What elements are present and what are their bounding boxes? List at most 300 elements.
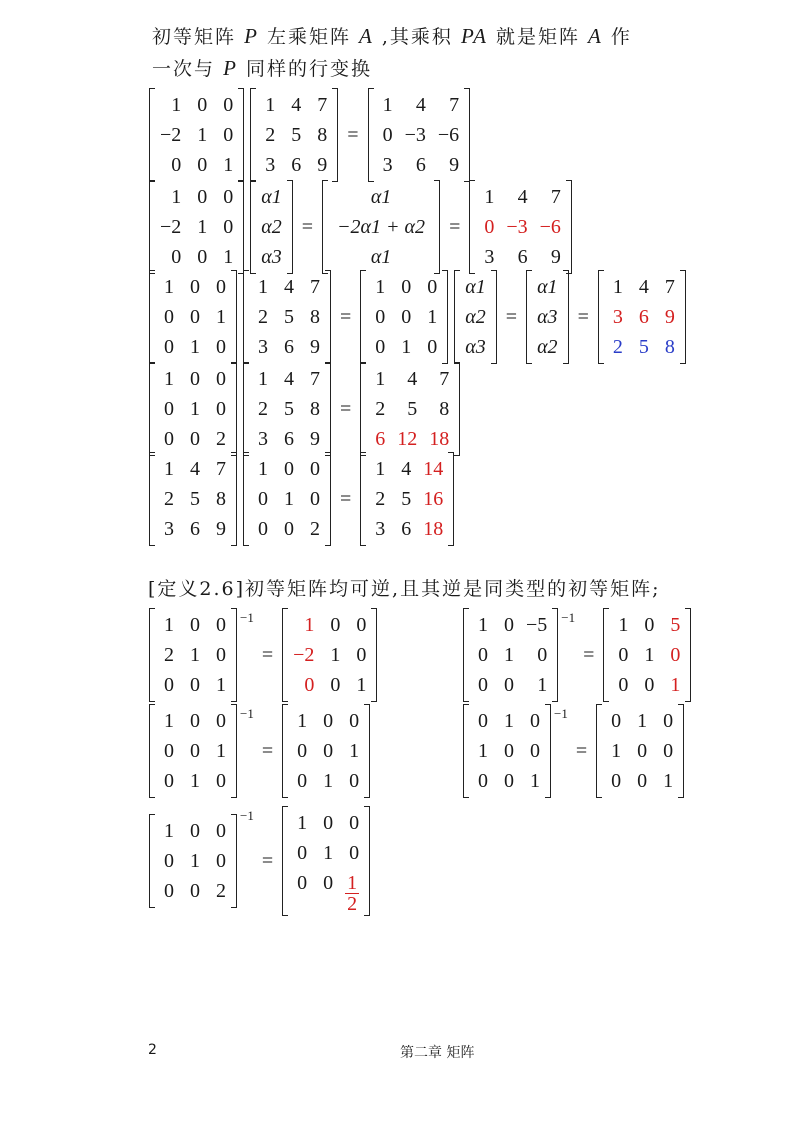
matrix-cell: 5 bbox=[291, 124, 302, 146]
matrix bbox=[469, 180, 572, 274]
matrix-cell: 1 bbox=[484, 186, 495, 208]
equals-sign: = bbox=[340, 305, 352, 328]
matrix-cell: 1 bbox=[537, 674, 548, 696]
matrix-cell: 4 bbox=[291, 94, 302, 116]
matrix-cell: 8 bbox=[439, 398, 450, 420]
matrix-cell: 1 bbox=[323, 842, 334, 864]
equation-row-3 bbox=[148, 270, 687, 364]
matrix-cell: 1 bbox=[258, 458, 268, 480]
matrix-cell: 1 bbox=[197, 124, 208, 146]
matrix-cell: 1 bbox=[356, 674, 367, 696]
equals-sign: = bbox=[575, 739, 588, 762]
matrix-cell: α1 bbox=[370, 246, 392, 268]
definition-line bbox=[148, 574, 661, 601]
matrix bbox=[149, 608, 237, 702]
matrix-cell: 6 bbox=[190, 518, 200, 540]
inverse-row-2b bbox=[462, 704, 685, 798]
matrix-cell: 1 bbox=[258, 276, 268, 298]
matrix-cell: 6 bbox=[375, 428, 386, 450]
matrix-cell: 6 bbox=[284, 336, 294, 358]
matrix-cell: 0 bbox=[330, 614, 341, 636]
matrix-cell: 0 bbox=[504, 770, 514, 792]
intro-text: 作 bbox=[610, 26, 632, 48]
matrix-cell: 1 bbox=[330, 644, 341, 666]
matrix-cell: 0 bbox=[375, 336, 386, 358]
matrix-cell: 0 bbox=[530, 740, 540, 762]
matrix-cell: 8 bbox=[664, 336, 675, 358]
matrix-cell: 6 bbox=[517, 246, 528, 268]
matrix-cell: α1 bbox=[537, 276, 558, 298]
matrix-cell: 2 bbox=[375, 488, 386, 510]
matrix-cell: 9 bbox=[216, 518, 226, 540]
matrix-cell: 4 bbox=[638, 276, 649, 298]
matrix-cell: 1 bbox=[223, 154, 234, 176]
matrix-cell: 0 bbox=[164, 770, 174, 792]
matrix-cell: 9 bbox=[310, 336, 320, 358]
matrix-cell: 3 bbox=[382, 154, 393, 176]
matrix-cell: 1 bbox=[223, 246, 234, 268]
matrix-cell: 0 bbox=[164, 428, 174, 450]
equals-sign: = bbox=[577, 305, 589, 328]
matrix-cell: 1 bbox=[478, 614, 488, 636]
matrix-cell: 0 bbox=[223, 186, 234, 208]
matrix-cell: 0 bbox=[349, 710, 360, 732]
matrix-cell: 1 bbox=[297, 710, 308, 732]
matrix-cell: −2α1 + α2 bbox=[337, 216, 426, 238]
matrix-cell: 0 bbox=[323, 740, 334, 762]
matrix-cell: 4 bbox=[517, 186, 528, 208]
matrix-cell: 2 bbox=[375, 398, 386, 420]
equals-sign: = bbox=[347, 123, 359, 146]
matrix bbox=[603, 608, 691, 702]
matrix-cell: 1 bbox=[304, 614, 315, 636]
matrix-cell: 0 bbox=[216, 850, 226, 872]
matrix-cell: 5 bbox=[401, 488, 412, 510]
matrix-cell: 0 bbox=[644, 614, 655, 636]
matrix-cell: 0 bbox=[190, 368, 200, 390]
matrix bbox=[149, 88, 244, 182]
equation-row-5 bbox=[148, 452, 455, 546]
matrix-cell: 0 bbox=[356, 614, 367, 636]
matrix-cell: 0 bbox=[382, 124, 393, 146]
symbol-a: A bbox=[588, 24, 603, 48]
matrix bbox=[463, 704, 551, 798]
fraction-numerator: 1 bbox=[347, 872, 358, 894]
matrix bbox=[598, 270, 686, 364]
matrix-cell: 0 bbox=[375, 306, 386, 328]
symbol-a: A bbox=[359, 24, 374, 48]
inverse-superscript: −1 bbox=[561, 610, 576, 625]
matrix-cell: 0 bbox=[349, 812, 360, 834]
matrix-cell: 0 bbox=[164, 850, 174, 872]
matrix-cell: 0 bbox=[216, 276, 226, 298]
matrix-cell: 1 bbox=[197, 216, 208, 238]
matrix-cell: 1 bbox=[216, 674, 226, 696]
matrix-cell: 3 bbox=[265, 154, 276, 176]
matrix-cell: α3 bbox=[465, 336, 486, 358]
matrix-cell: 0 bbox=[401, 306, 412, 328]
matrix-cell: 5 bbox=[638, 336, 649, 358]
matrix-cell: 1 bbox=[284, 488, 294, 510]
matrix bbox=[322, 180, 440, 274]
matrix-cell: 0 bbox=[484, 216, 495, 238]
matrix-cell: 0 bbox=[637, 770, 648, 792]
equals-sign: = bbox=[340, 397, 352, 420]
matrix-cell: 1 bbox=[164, 276, 174, 298]
matrix-cell: 1 bbox=[164, 458, 174, 480]
matrix-cell: 5 bbox=[190, 488, 200, 510]
matrix-cell: 0 bbox=[258, 488, 268, 510]
matrix-cell: 7 bbox=[216, 458, 226, 480]
matrix-cell: 5 bbox=[284, 398, 294, 420]
definition-tag: [定义2.6] bbox=[148, 578, 246, 600]
matrix-cell: 0 bbox=[478, 770, 488, 792]
matrix-cell: 0 bbox=[310, 458, 320, 480]
matrix-cell: 0 bbox=[223, 124, 234, 146]
inverse-superscript: −1 bbox=[240, 610, 254, 625]
matrix-cell: 1 bbox=[375, 458, 386, 480]
matrix bbox=[243, 452, 331, 546]
inverse-row-3 bbox=[148, 806, 371, 916]
matrix-cell: 0 bbox=[663, 710, 674, 732]
matrix bbox=[282, 704, 370, 798]
matrix-cell: 0 bbox=[297, 770, 308, 792]
matrix-cell: 0 bbox=[190, 740, 200, 762]
matrix-cell: 12 bbox=[397, 428, 418, 450]
matrix-cell: 7 bbox=[550, 186, 561, 208]
matrix-cell: 0 bbox=[190, 710, 200, 732]
matrix-cell: 0 bbox=[611, 770, 622, 792]
matrix bbox=[149, 270, 237, 364]
inverse-row-1 bbox=[148, 608, 378, 702]
inverse-superscript: −1 bbox=[554, 706, 568, 721]
matrix-cell: 2 bbox=[258, 398, 268, 420]
matrix-cell: 18 bbox=[429, 428, 450, 450]
matrix bbox=[243, 270, 331, 364]
matrix-cell: 0 bbox=[310, 488, 320, 510]
matrix-cell: 0 bbox=[323, 812, 334, 834]
matrix-cell: 0 bbox=[197, 94, 208, 116]
matrix bbox=[282, 608, 377, 702]
matrix-cell: 6 bbox=[291, 154, 302, 176]
matrix-cell: 9 bbox=[664, 306, 675, 328]
matrix-cell: 0 bbox=[297, 842, 308, 864]
matrix-cell: 0 bbox=[190, 276, 200, 298]
intro-line-2 bbox=[152, 54, 372, 81]
matrix-cell: 1 bbox=[618, 614, 629, 636]
equals-sign: = bbox=[449, 215, 461, 238]
matrix-cell: α3 bbox=[537, 306, 558, 328]
equals-sign: = bbox=[340, 487, 352, 510]
matrix-cell: 0 bbox=[304, 674, 315, 696]
matrix-cell: 1 bbox=[190, 850, 200, 872]
matrix-cell: 0 bbox=[349, 842, 360, 864]
matrix-cell: 4 bbox=[401, 458, 412, 480]
matrix-cell: 1 bbox=[190, 398, 200, 420]
matrix-cell: 0 bbox=[644, 674, 655, 696]
matrix-cell: α1 bbox=[370, 186, 392, 208]
matrix bbox=[454, 270, 497, 364]
matrix-cell: 0 bbox=[197, 246, 208, 268]
matrix-cell: 6 bbox=[415, 154, 426, 176]
matrix-cell: −3 bbox=[404, 124, 426, 146]
matrix-cell: 0 bbox=[223, 94, 234, 116]
matrix-cell: 0 bbox=[190, 428, 200, 450]
matrix bbox=[463, 608, 558, 702]
matrix-cell: 1 bbox=[171, 94, 182, 116]
matrix-cell: 0 bbox=[427, 276, 438, 298]
definition-text: 初等矩阵均可逆,且其逆是同类型的初等矩阵; bbox=[245, 578, 661, 600]
matrix-cell: 1 bbox=[323, 770, 334, 792]
matrix bbox=[149, 704, 237, 798]
matrix-cell: 0 bbox=[190, 306, 200, 328]
matrix-cell: 0 bbox=[478, 674, 488, 696]
matrix-cell: 1 bbox=[382, 94, 393, 116]
matrix-cell: 0 bbox=[216, 368, 226, 390]
matrix-cell: −3 bbox=[506, 216, 528, 238]
matrix-cell: 1 bbox=[164, 820, 174, 842]
matrix-cell: 1 bbox=[375, 276, 386, 298]
matrix-cell: 2 bbox=[216, 428, 226, 450]
matrix-cell: 8 bbox=[310, 306, 320, 328]
matrix-cell: 7 bbox=[664, 276, 675, 298]
matrix-cell: 3 bbox=[612, 306, 623, 328]
matrix-cell: 0 bbox=[356, 644, 367, 666]
symbol-pa: PA bbox=[460, 24, 488, 48]
matrix-cell: 0 bbox=[427, 336, 438, 358]
matrix-cell: 0 bbox=[216, 820, 226, 842]
matrix-cell: 3 bbox=[164, 518, 174, 540]
matrix-cell: 0 bbox=[504, 614, 514, 636]
matrix-cell: 1 bbox=[375, 368, 386, 390]
intro-text: 同样的行变换 bbox=[245, 58, 372, 80]
matrix bbox=[282, 806, 370, 916]
matrix-cell: 0 bbox=[504, 674, 514, 696]
matrix-cell: 1 bbox=[265, 94, 276, 116]
matrix-cell: 0 bbox=[216, 770, 226, 792]
matrix-cell: 0 bbox=[171, 246, 182, 268]
matrix-cell: 1 bbox=[663, 770, 674, 792]
matrix-cell: −6 bbox=[437, 124, 460, 146]
matrix-cell: 0 bbox=[164, 306, 174, 328]
matrix-cell: 7 bbox=[449, 94, 460, 116]
matrix bbox=[360, 362, 460, 456]
matrix-cell: 5 bbox=[670, 614, 681, 636]
matrix-cell: 0 bbox=[537, 644, 548, 666]
equals-sign: = bbox=[505, 305, 518, 328]
fraction-denominator: 2 bbox=[347, 893, 358, 915]
equals-sign: = bbox=[301, 215, 314, 238]
matrix-cell: 1 bbox=[258, 368, 268, 390]
matrix-cell: 4 bbox=[284, 368, 294, 390]
matrix-cell: 7 bbox=[310, 276, 320, 298]
intro-text: ,其乘积 bbox=[381, 26, 453, 48]
matrix-cell: 1 bbox=[216, 740, 226, 762]
matrix-cell: 3 bbox=[484, 246, 495, 268]
matrix-cell: 7 bbox=[310, 368, 320, 390]
fraction-one-half bbox=[339, 868, 365, 914]
matrix-cell: 5 bbox=[284, 306, 294, 328]
matrix-cell: 0 bbox=[164, 880, 174, 902]
matrix-cell: α1 bbox=[261, 186, 282, 208]
matrix-cell: 0 bbox=[223, 216, 234, 238]
matrix-cell: 0 bbox=[216, 614, 226, 636]
matrix-cell: 6 bbox=[284, 428, 294, 450]
matrix-cell: 9 bbox=[317, 154, 328, 176]
matrix-cell: 4 bbox=[415, 94, 426, 116]
intro-text: 一次与 bbox=[152, 58, 216, 80]
inverse-superscript: −1 bbox=[240, 706, 254, 721]
matrix bbox=[596, 704, 684, 798]
matrix-cell: 0 bbox=[670, 644, 681, 666]
inverse-superscript: −1 bbox=[240, 808, 254, 823]
matrix-cell: 0 bbox=[197, 186, 208, 208]
matrix-cell: 1 bbox=[190, 770, 200, 792]
matrix-cell: α3 bbox=[261, 246, 282, 268]
matrix-cell: 1 bbox=[478, 740, 488, 762]
page-number: 2 bbox=[148, 1042, 157, 1058]
matrix-cell: 16 bbox=[423, 488, 444, 510]
matrix-cell: 8 bbox=[317, 124, 328, 146]
matrix bbox=[149, 814, 237, 908]
matrix-cell: 8 bbox=[310, 398, 320, 420]
matrix-cell: −6 bbox=[539, 216, 561, 238]
matrix-cell: 4 bbox=[407, 368, 418, 390]
symbol-p: P bbox=[244, 24, 259, 48]
matrix-cell: 0 bbox=[530, 710, 540, 732]
matrix-cell: 6 bbox=[638, 306, 649, 328]
matrix-cell: 9 bbox=[550, 246, 561, 268]
matrix-cell: 0 bbox=[216, 336, 226, 358]
matrix-cell: 0 bbox=[216, 710, 226, 732]
matrix-cell: 0 bbox=[663, 740, 674, 762]
matrix-cell: 0 bbox=[330, 674, 341, 696]
matrix bbox=[250, 88, 338, 182]
matrix-cell: 1 bbox=[297, 812, 308, 834]
matrix-cell: 18 bbox=[423, 518, 444, 540]
matrix bbox=[526, 270, 569, 364]
matrix-cell: 0 bbox=[284, 518, 294, 540]
matrix-cell: 0 bbox=[297, 872, 308, 894]
matrix-cell: 1 bbox=[171, 186, 182, 208]
matrix-cell: 0 bbox=[164, 674, 174, 696]
matrix bbox=[360, 270, 448, 364]
matrix-cell: 4 bbox=[190, 458, 200, 480]
matrix-cell: α1 bbox=[465, 276, 486, 298]
matrix-cell: 2 bbox=[612, 336, 623, 358]
matrix-cell: 0 bbox=[323, 710, 334, 732]
matrix bbox=[149, 452, 237, 546]
equals-sign: = bbox=[261, 849, 274, 872]
matrix-cell: 8 bbox=[216, 488, 226, 510]
matrix-cell: 0 bbox=[297, 740, 308, 762]
matrix-cell: 2 bbox=[310, 518, 320, 540]
matrix-cell: −2 bbox=[160, 124, 182, 146]
matrix bbox=[243, 362, 331, 456]
matrix-cell: 0 bbox=[258, 518, 268, 540]
matrix-cell: 5 bbox=[407, 398, 418, 420]
matrix-cell: 0 bbox=[618, 674, 629, 696]
matrix bbox=[149, 180, 244, 274]
equals-sign: = bbox=[583, 643, 595, 666]
matrix-cell: 0 bbox=[618, 644, 629, 666]
matrix-cell: 1 bbox=[164, 710, 174, 732]
matrix-cell: −2 bbox=[293, 644, 315, 666]
matrix-cell: 0 bbox=[284, 458, 294, 480]
matrix-cell: 0 bbox=[637, 740, 648, 762]
inverse-row-2 bbox=[148, 704, 371, 798]
matrix-cell: 0 bbox=[216, 644, 226, 666]
matrix bbox=[250, 180, 293, 274]
matrix-cell: 0 bbox=[349, 770, 360, 792]
matrix-cell: 0 bbox=[611, 710, 622, 732]
matrix bbox=[149, 362, 237, 456]
chapter-footer: 第二章 矩阵 bbox=[400, 1045, 475, 1061]
matrix-cell: 1 bbox=[349, 740, 360, 762]
matrix-cell: 9 bbox=[310, 428, 320, 450]
matrix-cell: α2 bbox=[261, 216, 282, 238]
matrix-cell: 1 bbox=[530, 770, 540, 792]
matrix-cell: 1 bbox=[611, 740, 622, 762]
matrix-cell: 0 bbox=[164, 398, 174, 420]
matrix-cell: 9 bbox=[449, 154, 460, 176]
matrix-cell: α2 bbox=[465, 306, 486, 328]
matrix-cell: 1 bbox=[427, 306, 438, 328]
matrix-cell: 1 bbox=[644, 644, 655, 666]
matrix-cell: 3 bbox=[258, 336, 268, 358]
matrix bbox=[368, 88, 471, 182]
symbol-p: P bbox=[223, 56, 238, 80]
equation-row-1 bbox=[148, 88, 471, 182]
matrix bbox=[360, 452, 454, 546]
intro-text: 就是矩阵 bbox=[495, 26, 580, 48]
matrix-cell: 0 bbox=[164, 740, 174, 762]
matrix-cell: 0 bbox=[190, 820, 200, 842]
matrix-cell: 0 bbox=[401, 276, 412, 298]
matrix-cell: 1 bbox=[637, 710, 648, 732]
matrix-cell: 1 bbox=[164, 614, 174, 636]
intro-text: 左乘矩阵 bbox=[266, 26, 351, 48]
equals-sign: = bbox=[261, 643, 274, 666]
matrix-cell: 1 bbox=[190, 644, 200, 666]
matrix-cell: 0 bbox=[197, 154, 208, 176]
matrix-cell: 1 bbox=[164, 368, 174, 390]
equals-sign: = bbox=[261, 739, 274, 762]
matrix-cell: 1 bbox=[612, 276, 623, 298]
matrix-cell: 0 bbox=[164, 336, 174, 358]
matrix-cell: 0 bbox=[504, 740, 514, 762]
matrix-cell: 2 bbox=[258, 306, 268, 328]
matrix-cell: 1 bbox=[504, 644, 514, 666]
intro-line-1 bbox=[152, 22, 632, 49]
matrix-cell: 0 bbox=[190, 614, 200, 636]
matrix-cell: 0 bbox=[478, 644, 488, 666]
matrix-cell: 1 bbox=[670, 674, 681, 696]
matrix-cell: −2 bbox=[160, 216, 182, 238]
matrix-cell: 0 bbox=[323, 872, 334, 894]
matrix-cell: 2 bbox=[265, 124, 276, 146]
matrix-cell: 3 bbox=[375, 518, 386, 540]
matrix-cell: 14 bbox=[423, 458, 444, 480]
matrix-cell: 1 bbox=[504, 710, 514, 732]
matrix-cell: 2 bbox=[164, 644, 174, 666]
matrix-cell: 0 bbox=[478, 710, 488, 732]
matrix-cell: α2 bbox=[537, 336, 558, 358]
equation-row-4 bbox=[148, 362, 461, 456]
matrix-cell: 3 bbox=[258, 428, 268, 450]
matrix-cell: 6 bbox=[401, 518, 412, 540]
matrix-cell: 1 bbox=[216, 306, 226, 328]
